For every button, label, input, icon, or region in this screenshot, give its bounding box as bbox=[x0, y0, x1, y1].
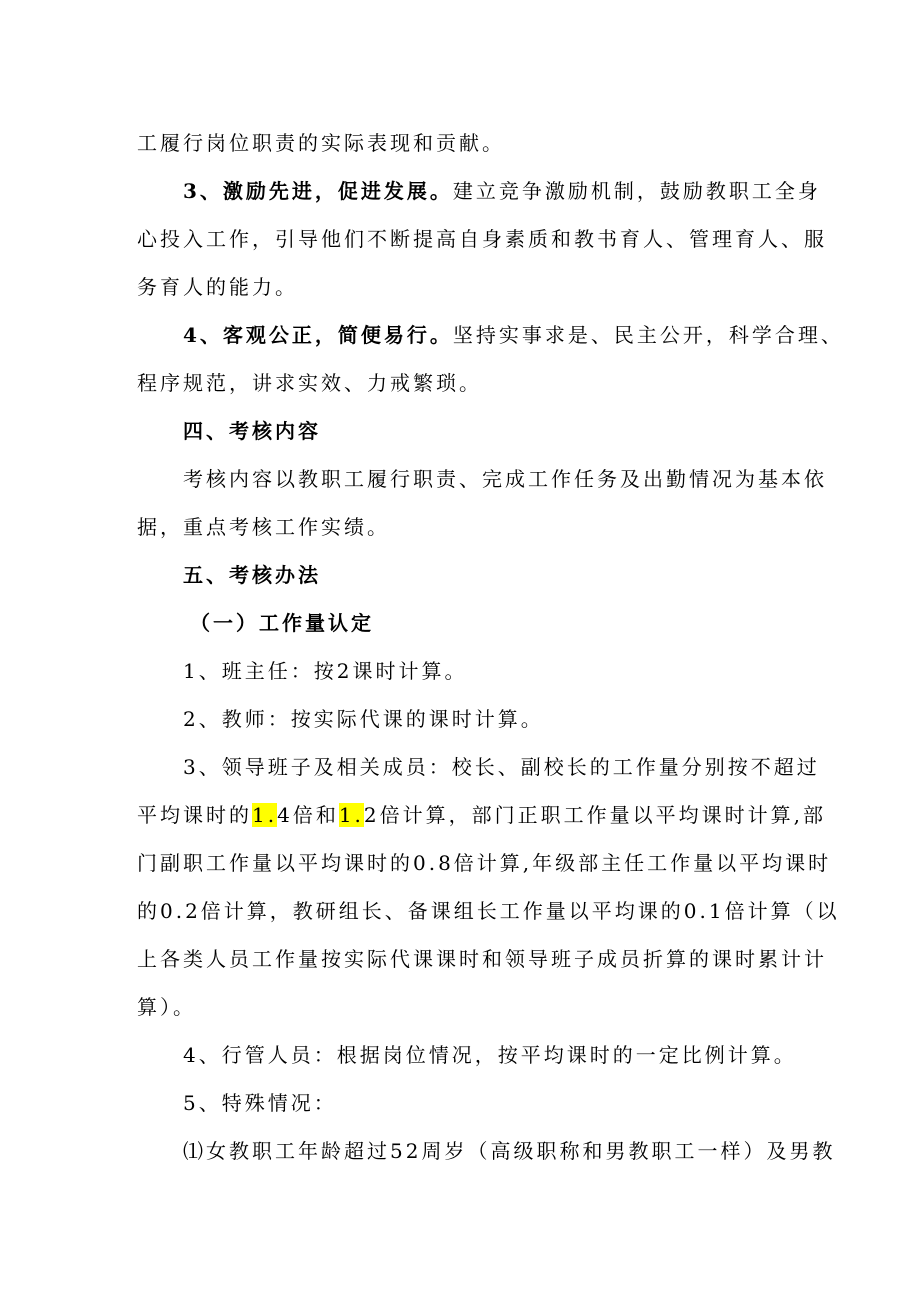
paragraph-line bbox=[137, 891, 840, 931]
text: 1、班主任：按2课时计算。 bbox=[183, 659, 468, 683]
heading-text: 四、考核内容 bbox=[183, 419, 321, 443]
heading-text: （一）工作量认定 bbox=[190, 611, 374, 635]
paragraph-line bbox=[137, 267, 298, 307]
principle-3-heading: 3、激励先进，促进发展。 bbox=[183, 179, 453, 203]
paragraph-line bbox=[183, 459, 827, 499]
paragraph-line bbox=[137, 987, 196, 1027]
list-item bbox=[183, 1131, 835, 1171]
text: 3、领导班子及相关成员：校长、副校长的工作量分别按不超过 bbox=[183, 755, 820, 779]
list-item bbox=[183, 1083, 337, 1123]
text: 5、特殊情况： bbox=[183, 1091, 337, 1115]
text: 考核内容以教职工履行职责、完成工作任务及出勤情况为基本依 bbox=[183, 467, 827, 491]
text: 据，重点考核工作实绩。 bbox=[137, 515, 390, 539]
subsection-heading bbox=[190, 603, 374, 643]
text: 工履行岗位职责的实际表现和贡献。 bbox=[137, 131, 505, 155]
text: ⑴女教职工年龄超过52周岁（高级职称和男教职工一样）及男教 bbox=[183, 1139, 836, 1163]
highlighted-text: 1. bbox=[252, 803, 278, 827]
list-item bbox=[183, 699, 544, 739]
principle-3-line bbox=[183, 171, 821, 211]
text: 务育人的能力。 bbox=[137, 275, 298, 299]
text: 的0.2倍计算，教研组长、备课组长工作量以平均课的0.1倍计算（以 bbox=[137, 899, 840, 923]
text: 程序规范，讲求实效、力戒繁琐。 bbox=[137, 371, 482, 395]
text: 上各类人员工作量按实际代课课时和领导班子成员折算的课时累计计 bbox=[137, 947, 827, 971]
list-item bbox=[183, 1035, 797, 1075]
text: 2倍计算，部门正职工作量以平均课时计算,部 bbox=[363, 803, 827, 827]
heading-text: 五、考核办法 bbox=[183, 563, 321, 587]
text: 算）。 bbox=[137, 995, 196, 1019]
highlighted-text: 1. bbox=[338, 803, 364, 827]
list-item bbox=[183, 651, 467, 691]
paragraph-line bbox=[137, 939, 827, 979]
paragraph-line bbox=[137, 219, 827, 259]
text: 门副职工作量以平均课时的0.8倍计算,年级部主任工作量以平均课时 bbox=[137, 851, 832, 875]
text: 建立竞争激励机制，鼓励教职工全身 bbox=[452, 179, 821, 203]
text: 4倍和 bbox=[277, 803, 339, 827]
text: 平均课时的 bbox=[137, 803, 252, 827]
paragraph-line bbox=[137, 123, 505, 163]
section-heading-5 bbox=[183, 555, 321, 595]
principle-4-line bbox=[183, 315, 844, 355]
principle-4-heading: 4、客观公正，简便易行。 bbox=[183, 323, 453, 347]
text: 4、行管人员：根据岗位情况，按平均课时的一定比例计算。 bbox=[183, 1043, 797, 1067]
text: 2、教师：按实际代课的课时计算。 bbox=[183, 707, 544, 731]
paragraph-line bbox=[137, 843, 831, 883]
paragraph-line bbox=[137, 507, 390, 547]
paragraph-line bbox=[137, 795, 826, 835]
text: 坚持实事求是、民主公开，科学合理、 bbox=[452, 323, 844, 347]
text: 心投入工作，引导他们不断提高自身素质和教书育人、管理育人、服 bbox=[137, 227, 827, 251]
list-item bbox=[183, 747, 820, 787]
paragraph-line bbox=[137, 363, 482, 403]
section-heading-4 bbox=[183, 411, 321, 451]
